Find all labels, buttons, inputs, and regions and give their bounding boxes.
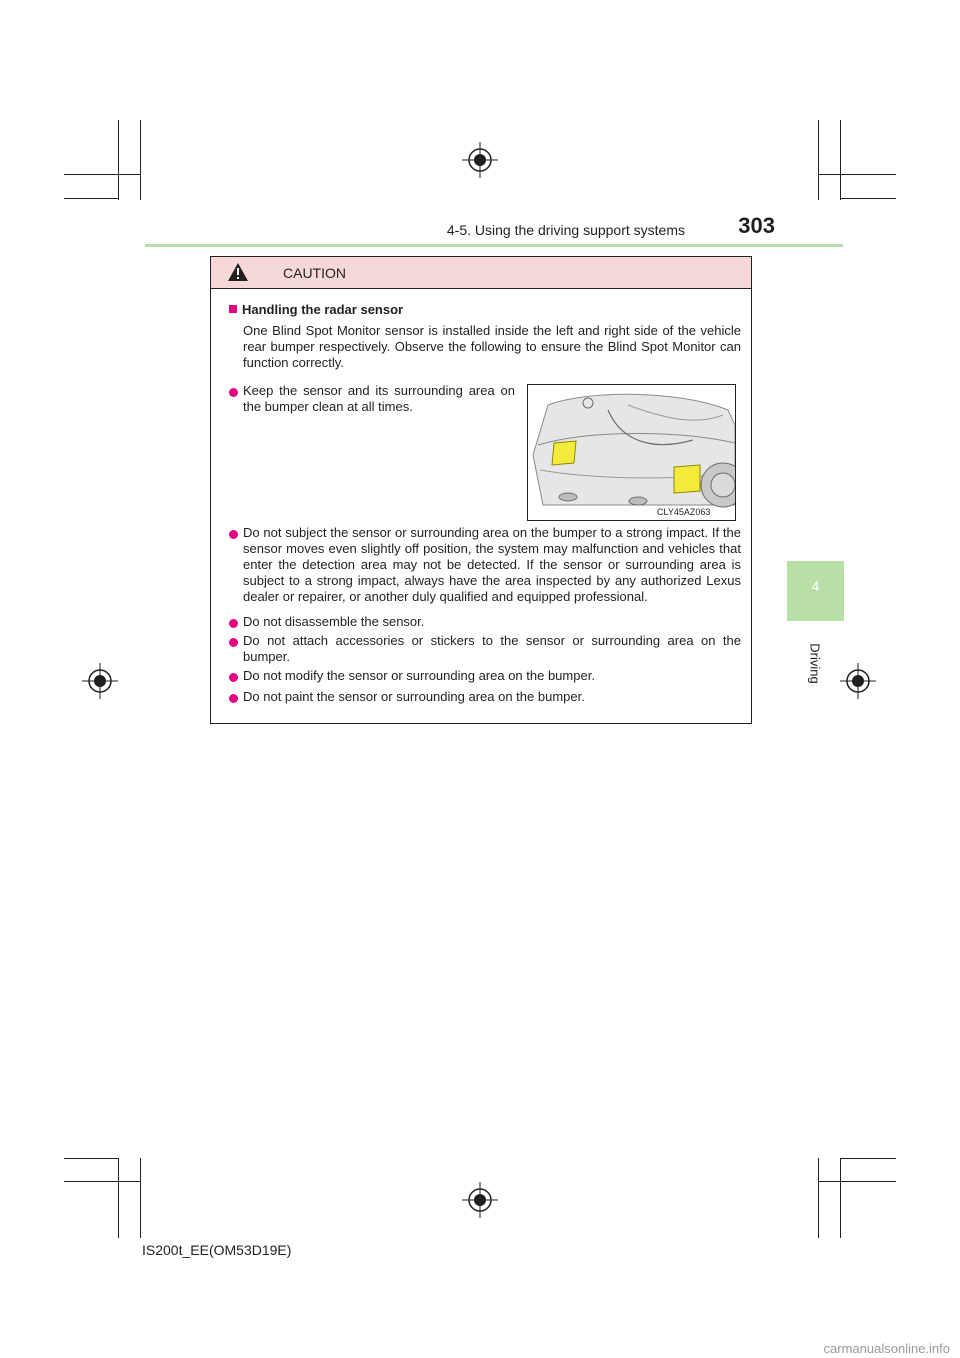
crop-mark — [118, 1158, 119, 1238]
intro-paragraph: One Blind Spot Monitor sensor is installed inside the left and right side of the vehicle rear bumper respectively. Observe the following to ensure the Blind Spot Monitor can function correctly. — [243, 323, 741, 370]
crop-mark — [140, 1158, 141, 1238]
bullet-icon — [229, 530, 238, 539]
bullet-icon — [229, 388, 238, 397]
section-title: 4-5. Using the driving support systems — [446, 222, 685, 238]
bullet-icon — [229, 673, 238, 682]
registration-mark-icon — [460, 140, 500, 180]
crop-mark — [64, 198, 118, 199]
bullet-item: Do not modify the sensor or surrounding area on the bumper. — [243, 668, 595, 683]
crop-mark — [140, 120, 141, 200]
crop-mark — [840, 120, 841, 200]
bullet-item: Do not attach accessories or stickers to the sensor or surrounding area on the bumper. — [243, 633, 741, 664]
crop-mark — [64, 1158, 118, 1159]
crop-mark — [818, 120, 819, 200]
crop-mark — [818, 174, 896, 175]
chapter-label-text: Driving — [807, 643, 823, 684]
registration-mark-icon — [80, 661, 120, 701]
illustration-code: CLY45AZ063 — [657, 507, 711, 517]
registration-mark-icon — [460, 1180, 500, 1220]
subheading — [229, 302, 403, 317]
warning-triangle-icon — [227, 262, 249, 282]
registration-mark-icon — [838, 661, 878, 701]
crop-mark — [840, 1158, 841, 1238]
bullet-item: Do not subject the sensor or surrounding area on the bumper to a strong impact. If the sensor moves even slightly off position, the system may malfunction and vehicles that enter the detection area may not be detected. If the sensor or surrounding area is subject to a strong impact, always have the area inspected by any authorized Lexus dealer or repairer, or another duly qualified and equipped professional. — [243, 525, 741, 604]
bullet-icon — [229, 638, 238, 647]
bullet-icon — [229, 694, 238, 703]
watermark: carmanualsonline.info — [823, 1341, 950, 1356]
crop-mark — [64, 174, 140, 175]
crop-mark — [64, 1181, 140, 1182]
crop-mark — [118, 120, 119, 200]
bullet-icon — [229, 619, 238, 628]
crop-mark — [818, 1158, 819, 1238]
chapter-label — [805, 636, 825, 696]
bullet-item: Do not disassemble the sensor. — [243, 614, 425, 629]
bullet-item: Keep the sensor and its surrounding area on the bumper clean at all times. — [243, 383, 515, 414]
header-divider — [145, 244, 843, 247]
crop-mark — [840, 1158, 896, 1159]
bullet-item: Do not paint the sensor or surrounding area on the bumper. — [243, 689, 585, 704]
caution-header — [211, 257, 751, 289]
crop-mark — [818, 1181, 896, 1182]
subheading-text: Handling the radar sensor — [242, 302, 404, 317]
square-bullet-icon — [229, 305, 237, 313]
bumper-sensor-illustration — [527, 384, 736, 521]
chapter-number: 4 — [811, 578, 820, 594]
document-code: IS200t_EE(OM53D19E) — [142, 1242, 292, 1258]
caution-title: CAUTION — [283, 265, 346, 281]
crop-mark — [840, 198, 896, 199]
caution-box — [210, 256, 752, 724]
page-number: 303 — [738, 213, 775, 238]
